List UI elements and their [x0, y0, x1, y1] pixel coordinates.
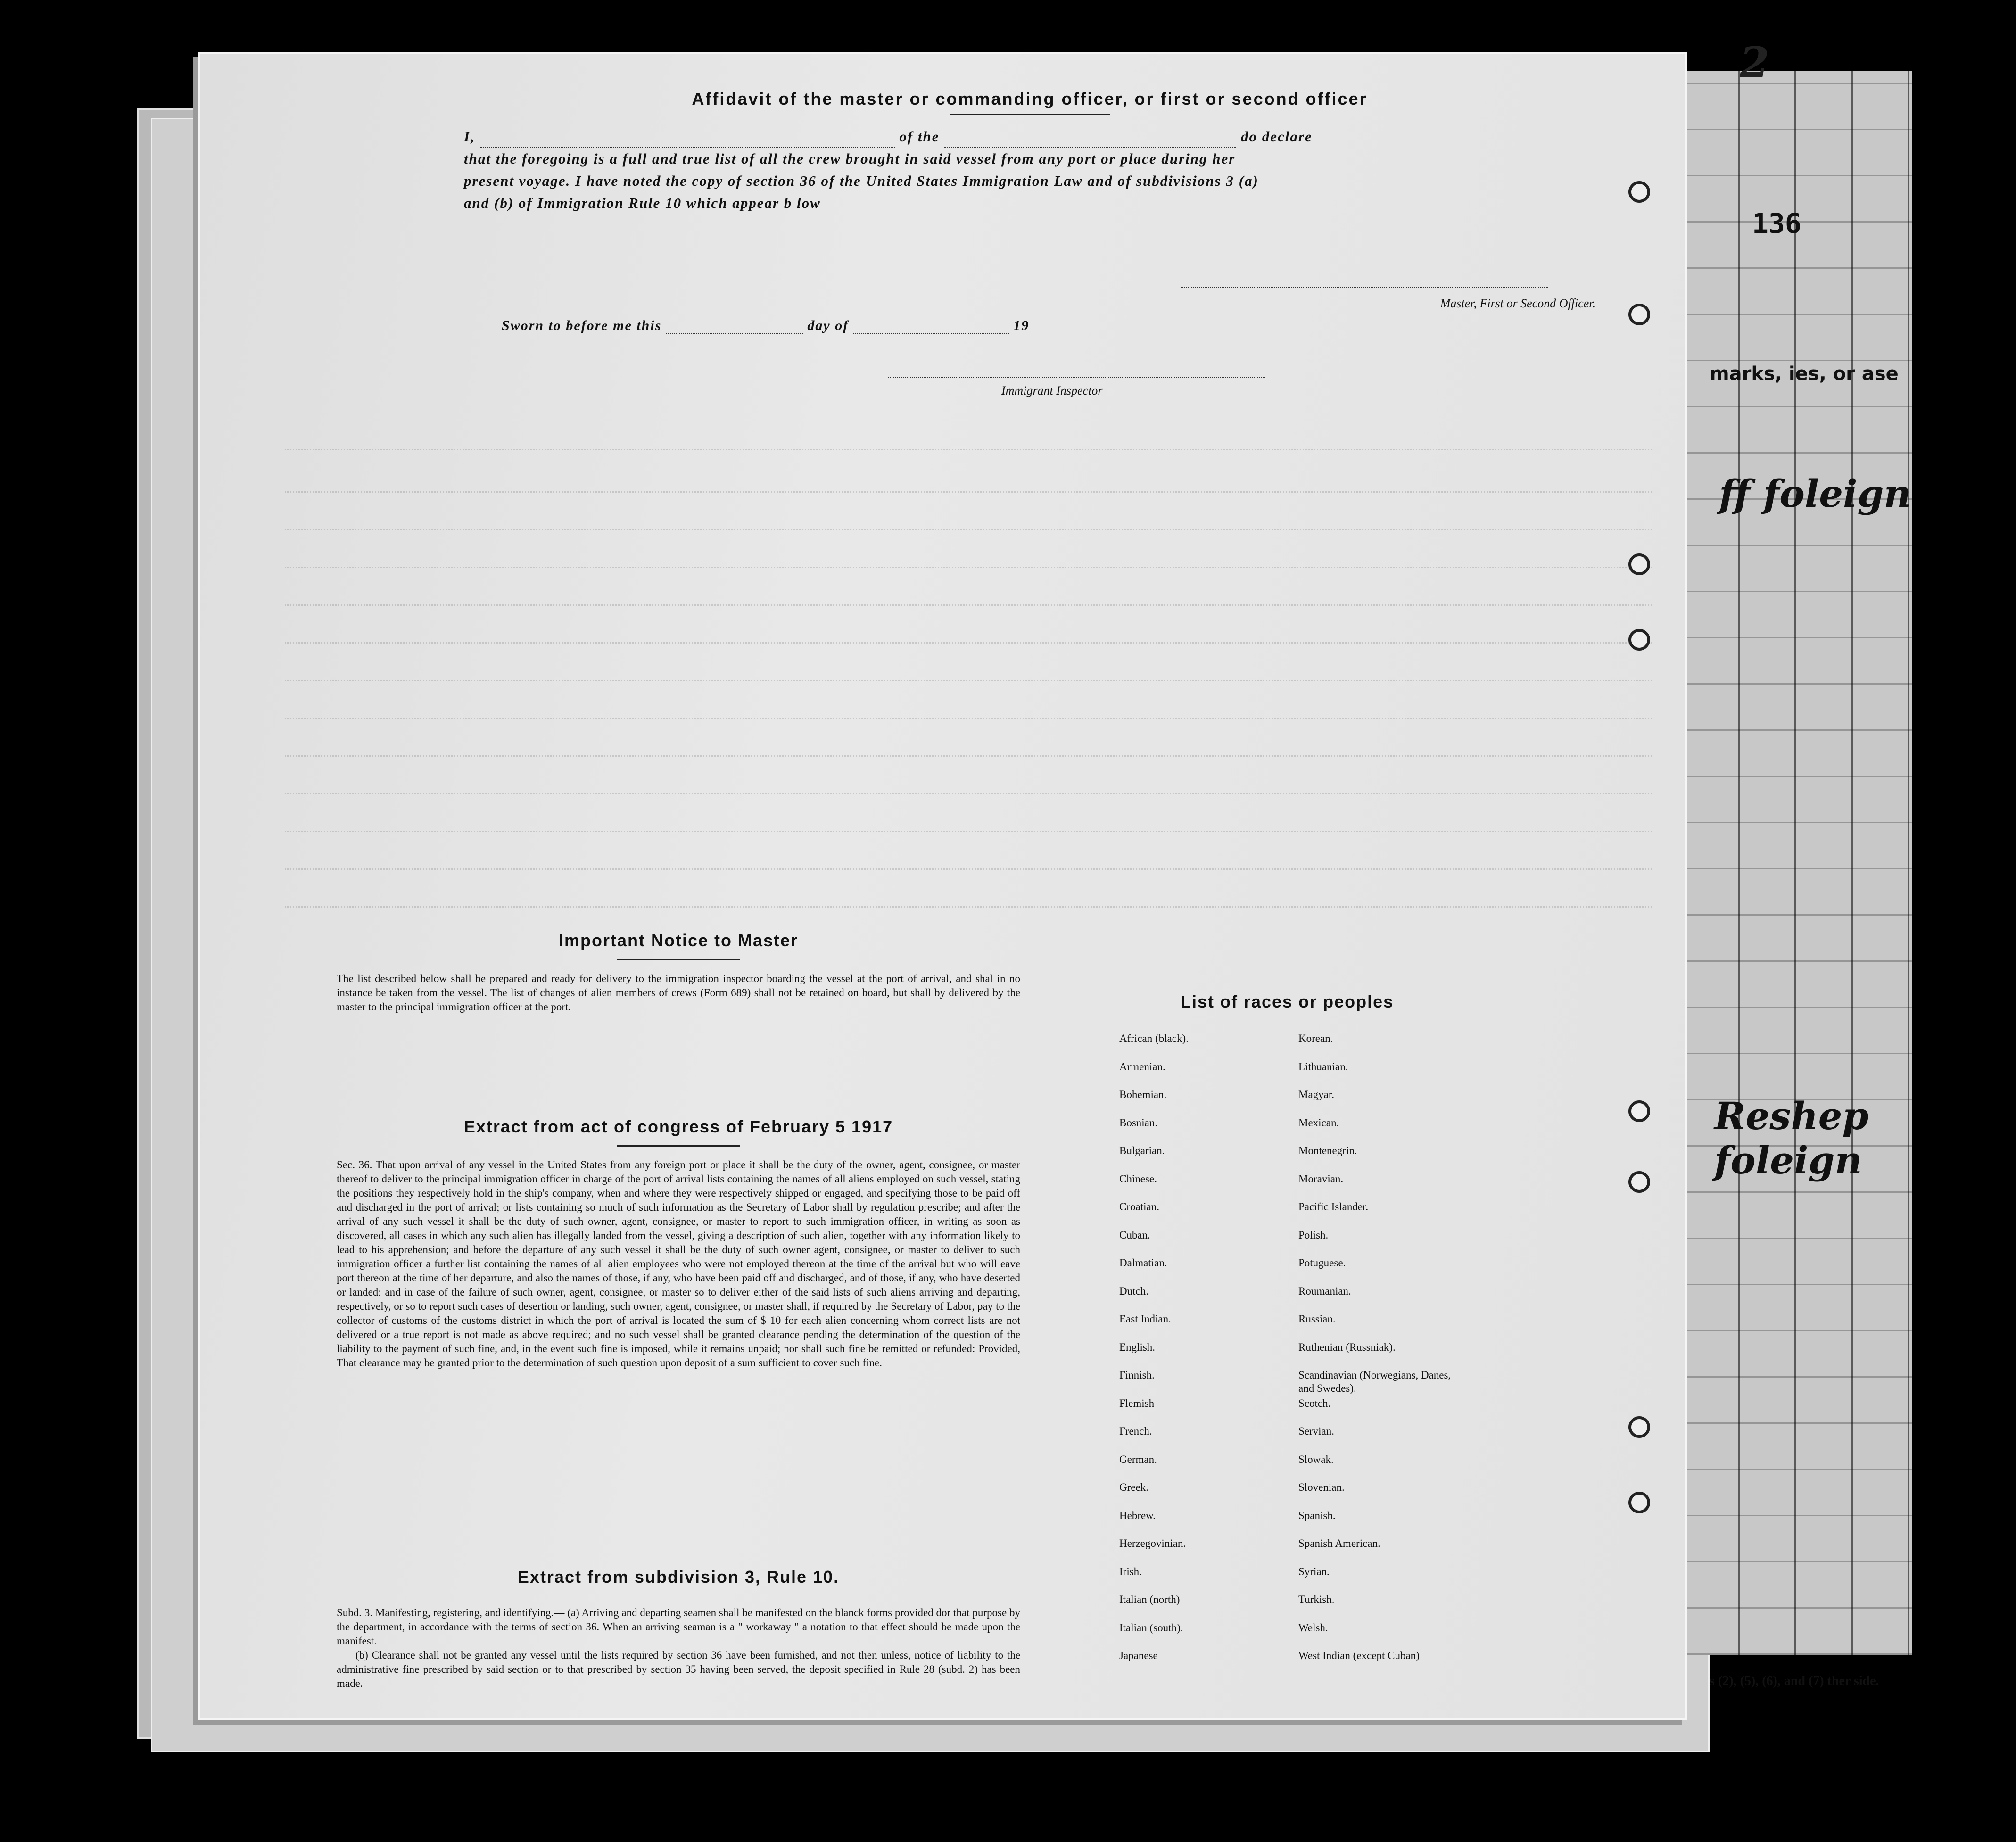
races-section — [1119, 992, 1591, 1661]
binder-hole — [1628, 304, 1650, 325]
race-item: Dalmatian. — [1119, 1257, 1167, 1269]
race-item: Greek. — [1119, 1481, 1148, 1493]
race-item: Scotch. — [1298, 1397, 1331, 1409]
inspector-signature-line — [888, 377, 1265, 378]
race-item: Italian (south). — [1119, 1622, 1183, 1634]
binder-hole — [1628, 553, 1650, 575]
race-item: Chinese. — [1119, 1173, 1157, 1185]
race-item: Hebrew. — [1119, 1510, 1156, 1521]
declaration-line: present voyage. I have noted the copy of section 36 of the United States Immigration Law and of subdivisions 3 (a) — [464, 173, 1259, 189]
year-prefix: 19 — [1013, 318, 1030, 333]
declarant-prefix: I, — [464, 128, 475, 145]
handwritten-page-mark: 2 — [1740, 38, 1769, 88]
act-extract-section — [337, 1117, 1020, 1370]
race-item: Pacific Islander. — [1298, 1201, 1369, 1213]
sworn-line — [502, 318, 1029, 334]
race-item: Syrian. — [1298, 1566, 1330, 1578]
page-number: 136 — [1752, 207, 1801, 240]
title-rule — [950, 114, 1110, 115]
signature-line — [1181, 287, 1548, 288]
binder-hole — [1628, 181, 1650, 203]
column-header-fragment: marks, ies, or ase — [1710, 363, 1899, 385]
binder-hole — [1628, 629, 1650, 651]
affidavit-page — [198, 52, 1687, 1720]
race-item: Flemish — [1119, 1397, 1155, 1409]
race-item: Croatian. — [1119, 1201, 1159, 1213]
race-item: Korean. — [1298, 1033, 1333, 1044]
race-item: Spanish. — [1298, 1510, 1336, 1521]
race-item: Spanish American. — [1298, 1537, 1380, 1549]
binder-hole — [1628, 1416, 1650, 1438]
race-item: Scandinavian (Norwegians, Danes, and Swedes). — [1298, 1369, 1451, 1394]
declaration-line: that the foregoing is a full and true list of all the crew brought in said vessel from any port or place during her — [464, 150, 1236, 167]
rule-subd-a: Subd. 3. Manifesting, registering, and identifying.— (a) Arriving and departing seamen shall be manifested on the blanck forms provided dor that purpose by the department, in accordance with the terms of section 36. When an arriving seaman is a " workaway " a notation to that effect should be made upon the manifest. — [337, 1607, 1020, 1647]
binder-hole — [1628, 1100, 1650, 1122]
notice-text: The list described below shall be prepared and ready for delivery to the immigration inspector boarding the vessel at the port of arrival, and shal in no instance be taken from the vessel. The list of changes of alien members of crews (Form 689) shall not be retained on board, but shall by delivered by the master to the principal immigration officer at the port. — [337, 973, 1020, 1013]
race-item: Cuban. — [1119, 1229, 1150, 1241]
rule-subd-b: (b) Clearance shall not be granted any vessel until the lists required by section 36 have been furnished, and not then unless, notice of liability to the administrative fine prescribed by said section or to that prescribed by section 35 having been served, the deposit specified in Rule 28 (subd. 2) has been made. — [337, 1649, 1020, 1689]
binder-hole — [1628, 1171, 1650, 1193]
master-signature-label: Master, First or Second Officer. — [1440, 297, 1595, 310]
race-item: Italian (north) — [1119, 1594, 1180, 1605]
race-item: Lithuanian. — [1298, 1061, 1348, 1073]
rule-extract-section — [337, 1567, 1020, 1691]
rule-title: Extract from subdivision 3, Rule 10. — [517, 1567, 840, 1586]
race-item: Turkish. — [1298, 1594, 1335, 1605]
race-item: Herzegovinian. — [1119, 1537, 1186, 1549]
race-item: Dutch. — [1119, 1285, 1148, 1297]
race-item: Polish. — [1298, 1229, 1329, 1241]
race-item: Ruthenian (Russniak). — [1298, 1341, 1396, 1353]
race-item: Potuguese. — [1298, 1257, 1346, 1269]
sworn-prefix: Sworn to before me this — [502, 318, 662, 333]
race-item: Welsh. — [1298, 1622, 1328, 1634]
race-item: Japanese — [1119, 1650, 1158, 1661]
handwritten-annotation: ff foleign — [1719, 471, 1911, 516]
act-text: Sec. 36. That upon arrival of any vessel in the United States from any foreign port or place it shall be the duty of the owner, agent, consignee, or master thereof to deliver to the principal immigration officer in charge of the port of arrival lists containing the names of all aliens employed on such vessel, stating the positions they respectively hold in the ship's company, when and where they were respectively shipped or engaged, and specifying those to be paid off and discharged in the port of arrival; or lists containing so much of such information as the Secretary of Labor shall by regulation prescribe; and after the arrival of any such vessel it shall be the duty of such owner, agent, consignee, or master to report to such immigration officer, in writing as soon as discovered, all cases in which any such alien has illegally landed from the vessel, giving a description of such alien, together with any information likely to lead to his apprehension; and before the departure of any such vessel it shall be the duty of such owner agent, consignee, or master to deliver to such immigration officer a further list containing the names of all alien employees who were not employed thereon at the time of the arrival but who will eave port thereon at the time of her departure, and also the names of those, if any, who have been paid off and discharged, and of those, if any, who have deserted or landed; and in case of the failure of such owner, agent, consignee, or master so to deliver either of the said lists of such aliens arriving and departing, respectively, or so to report such cases of desertion or landing, such owner, agent, consignee, or master shall, if required by the Secretary of Labor, pay to the collector of customs of the customs district in which the port of arrival is located the sum of $ 10 for each alien concerning whom correct lists are not delivered or a true report is not made as above required; and no such vessel shall be granted clearance pending the determination of the question of the liability to the payment of such fine, and, in the event such fine is imposed, while it remains unpaid; nor shall such fine be remitted or refunded: Provided, That clearance may be granted prior to the determination of such question upon deposit of a sum sufficient to cover such fine. — [337, 1159, 1020, 1369]
declaration-line — [464, 125, 1595, 148]
adjacent-manifest-page — [1678, 71, 1912, 1688]
race-item: Armenian. — [1119, 1061, 1165, 1073]
declaration-line: and (b) of Immigration Rule 10 which appear b low — [464, 195, 821, 211]
declare-text: do declare — [1241, 128, 1313, 145]
section-rule — [617, 1145, 740, 1147]
race-item: English. — [1119, 1341, 1156, 1353]
notice-section — [337, 931, 1020, 1014]
act-title: Extract from act of congress of February 5 1917 — [463, 1117, 893, 1136]
race-item: Slovenian. — [1298, 1481, 1345, 1493]
race-item: East Indian. — [1119, 1313, 1171, 1325]
race-item: Moravian. — [1298, 1173, 1344, 1185]
race-item: Mexican. — [1298, 1117, 1339, 1129]
race-item: Bohemian. — [1119, 1089, 1167, 1100]
race-item: German. — [1119, 1454, 1157, 1465]
race-item: Magyar. — [1298, 1089, 1335, 1100]
race-item: Bosnian. — [1119, 1117, 1158, 1129]
race-item: Montenegrin. — [1298, 1145, 1357, 1156]
affidavit-title: Affidavit of the master or commanding officer, or first or second officer — [692, 89, 1368, 108]
of-the-text: of the — [899, 128, 940, 145]
day-of-text: day of — [807, 318, 849, 333]
binder-hole — [1628, 1492, 1650, 1513]
section-rule — [617, 959, 740, 960]
month-blank — [853, 333, 1009, 334]
race-item: Roumanian. — [1298, 1285, 1351, 1297]
affidavit-section — [464, 89, 1595, 397]
race-item: French. — [1119, 1425, 1152, 1437]
day-blank — [666, 333, 803, 334]
handwritten-annotation: Reshep foleign — [1714, 1094, 1869, 1182]
races-title: List of races or peoples — [1181, 992, 1394, 1011]
race-item: Russian. — [1298, 1313, 1336, 1325]
footnote-fragment: s (2), (5), (6), and (7) ther side. — [1710, 1674, 1879, 1688]
race-item: West Indian (except Cuban) — [1298, 1650, 1420, 1661]
race-item: Bulgarian. — [1119, 1145, 1165, 1156]
race-item: Slowak. — [1298, 1454, 1334, 1465]
notice-title: Important Notice to Master — [558, 931, 799, 950]
race-item: Finnish. — [1119, 1369, 1155, 1381]
race-item: Irish. — [1119, 1566, 1142, 1578]
inspector-label: Immigrant Inspector — [1001, 384, 1103, 397]
race-item: African (black). — [1119, 1033, 1189, 1044]
race-item: Servian. — [1298, 1425, 1335, 1437]
